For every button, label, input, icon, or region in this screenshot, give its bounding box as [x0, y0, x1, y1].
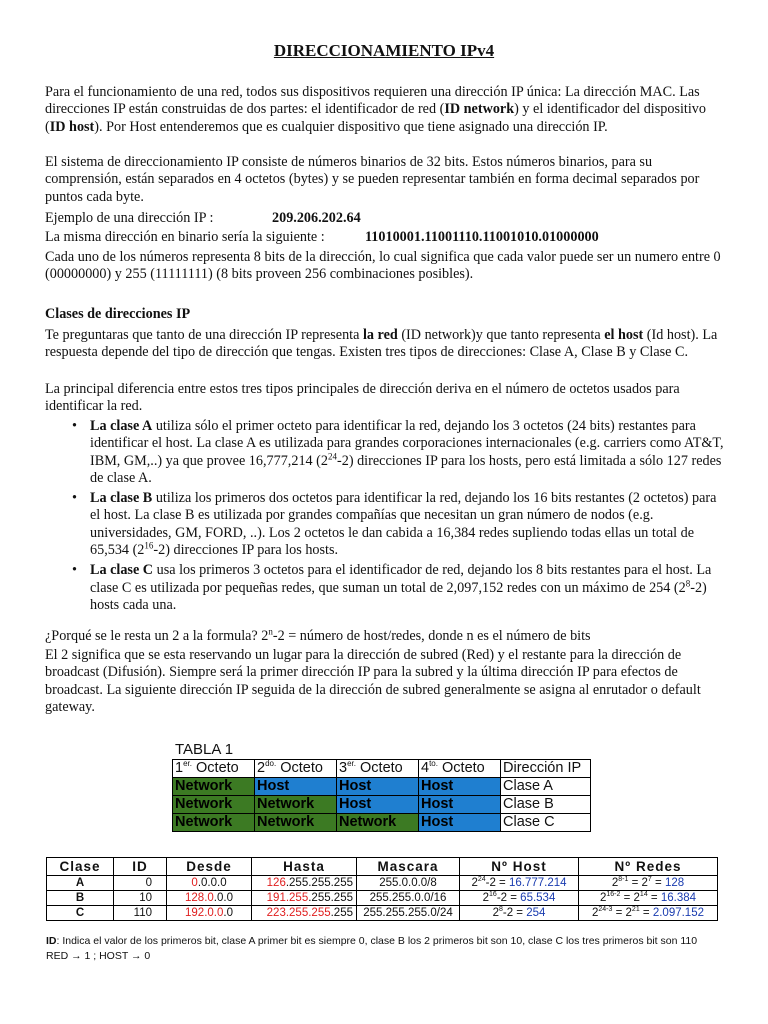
- footnote-text: : Indica el valor de los primeros bit, clase A primer bit es siempre 0, clase B los 2 primeros bit son 10, clase C los tres primeros bit son 110: [56, 935, 698, 947]
- formula-question: [45, 628, 725, 645]
- intro-text: El sistema de direccionamiento IP consiste de números binarios de 32 bits. Estos números binarios, para su comprensión, están separados en 4 octetos (bytes) y se pueden representar también en forma decimal separados por puntos cada byte.: [45, 154, 700, 205]
- class-b-text: -2) direcciones IP para los hosts.: [153, 542, 339, 559]
- table2-header-row: [47, 858, 718, 876]
- classes-text: (Id host). La respuesta depende del tipo de dirección que tengas. Existen tres tipos de direcciones: Clase A, Clase B y Clase C.: [45, 327, 718, 361]
- classes-text: Te preguntaras que tanto de una dirección IP representa: [45, 327, 363, 343]
- intro-text: ). Por Host entenderemos que es cualquier dispositivo que tiene asignado una dirección IP.: [94, 118, 608, 135]
- footnote-label: ID: [46, 935, 57, 947]
- desde-cell: 128.0.0.0: [167, 891, 252, 906]
- mascara-cell: 255.255.0.0/16: [357, 891, 460, 906]
- clase-cell: B: [47, 891, 114, 906]
- class-c-label: La clase C: [90, 562, 154, 579]
- classes-heading: Clases de direcciones IP: [45, 306, 191, 322]
- example-label: Ejemplo de una dirección IP :: [45, 210, 214, 226]
- class-a-text: utiliza sólo el primer octeto para identificar la red, dejando los 3 octetos (24 bits) restantes para identificar el host. La clase A es utilizada para grandes corporaciones internacionales (e.g. carriers como AT&T, IBM, GM,..) ya que provee 16,777,214 (2: [90, 418, 724, 469]
- intro-paragraph-1: [45, 84, 725, 136]
- mascara-cell: 255.255.255.0/24: [357, 906, 460, 921]
- network-cell: Network: [255, 796, 337, 814]
- network-cell: Network: [255, 814, 337, 832]
- num-redes-cell: $2^{8-1} = 2^7 = 128$: [579, 876, 718, 891]
- classes-paragraph-1: [45, 327, 725, 362]
- class-b-label: La clase B: [90, 490, 153, 507]
- hasta-cell: 191.255.255.255: [252, 891, 357, 906]
- network-cell: Network: [173, 778, 255, 796]
- num-redes-cell: $2^{24-3} = 2^{21} = 2.097.152$: [579, 906, 718, 921]
- class-a-label: La clase A: [90, 418, 153, 434]
- network-cell: Network: [173, 796, 255, 814]
- class-cell: Clase A: [501, 778, 591, 796]
- intro-paragraph-3: [45, 249, 725, 284]
- footnote: [46, 934, 726, 963]
- bullet-icon: •: [72, 418, 77, 434]
- hasta-cell: 223.255.255.255: [252, 906, 357, 921]
- footnote-line2: RED → 1 ; HOST → 0: [46, 949, 151, 962]
- desde-cell: 192.0.0.0: [167, 906, 252, 921]
- table1-header-cell: $4^{to.}$ Octeto: [419, 760, 501, 778]
- host-cell: Host: [419, 814, 501, 832]
- table1-header-cell: $2^{do.}$ Octeto: [255, 760, 337, 778]
- page-title: DIRECCIONAMIENTO IPv4: [273, 41, 495, 60]
- clase-cell: C: [47, 906, 114, 921]
- hasta-cell: 126.255.255.255: [252, 876, 357, 891]
- table-row: [173, 796, 591, 814]
- id-cell: 110: [114, 906, 167, 921]
- clase-cell: A: [47, 876, 114, 891]
- class-list: [45, 418, 725, 617]
- class-c-text: -2) hosts cada una.: [90, 579, 707, 613]
- class-b-exponent: 16: [144, 540, 154, 551]
- id-cell: 0: [114, 876, 167, 891]
- classes-paragraph-2: [45, 381, 725, 416]
- table2: [46, 857, 718, 921]
- list-item-class-a: [45, 418, 725, 487]
- table-row: [173, 778, 591, 796]
- table-row: [47, 906, 718, 921]
- example-ip-value: 209.206.202.64: [272, 210, 361, 226]
- list-item-class-c: [45, 562, 725, 614]
- classes-text: La principal diferencia entre estos tres tipos principales de dirección deriva en el número de octetos usados para identificar la red.: [45, 381, 680, 415]
- network-cell: Network: [173, 814, 255, 832]
- num-host-cell: $2^{24}-2 = 16.777.214$: [460, 876, 579, 891]
- bullet-icon: •: [72, 562, 77, 579]
- host-cell: Host: [255, 778, 337, 796]
- host-cell: Host: [419, 778, 501, 796]
- num-host-cell: $2^8-2 = 254$: [460, 906, 579, 921]
- host-cell: Host: [419, 796, 501, 814]
- table1: [172, 759, 591, 832]
- class-c-exponent: 8: [685, 577, 691, 588]
- question-exponent: n: [268, 626, 273, 637]
- header-clase: Clase: [47, 858, 114, 876]
- table1-header-cell: $3^{er.}$ Octeto: [337, 760, 419, 778]
- class-cell: Clase B: [501, 796, 591, 814]
- header-id: ID: [114, 858, 167, 876]
- id-network-term: ID network: [444, 101, 515, 118]
- intro-paragraph-2: [45, 154, 725, 206]
- table1-header-cell: Dirección IP: [501, 760, 591, 778]
- header-num-host: Nº Host: [460, 858, 579, 876]
- id-cell: 10: [114, 891, 167, 906]
- classes-text: (ID network)y que tanto representa: [397, 327, 605, 343]
- question-text: ¿Porqué se le resta un 2 a la formula? 2: [45, 628, 269, 644]
- class-cell: Clase C: [501, 814, 591, 832]
- table-row: [173, 814, 591, 832]
- header-hasta: Hasta: [252, 858, 357, 876]
- class-a-exponent: 24: [328, 450, 337, 461]
- class-c-text: usa los primeros 3 octetos para el identificador de red, dejando los 8 bits restantes para el host. La clase C es utilizada por pequeñas redes, que suman un total de 2,097,152 redes con un máximo de 254 (2: [90, 562, 712, 596]
- table1-header-cell: $1^{er.}$ Octeto: [173, 760, 255, 778]
- mascara-cell: 255.0.0.0/8: [357, 876, 460, 891]
- host-cell: Host: [337, 796, 419, 814]
- la-red-term: la red: [362, 327, 398, 343]
- table1-caption: TABLA 1: [175, 741, 234, 758]
- header-num-redes: Nº Redes: [579, 858, 718, 876]
- class-a-text: -2) direcciones IP para los hosts, pero está limitada a sólo 127 redes de clase A.: [90, 452, 722, 486]
- num-redes-cell: $2^{16-2} = 2^{14} = 16.384$: [579, 891, 718, 906]
- header-mascara: Mascara: [357, 858, 460, 876]
- table1-header-row: [173, 760, 591, 778]
- binary-label: La misma dirección en binario sería la siguiente :: [45, 229, 325, 245]
- intro-text: Para el funcionamiento de una red, todos sus dispositivos requieren una dirección IP única: La dirección MAC. Las direcciones IP están construidas de dos partes: el identificador de red (: [45, 84, 700, 118]
- list-item-class-b: [45, 490, 725, 559]
- intro-text: ) y el identificador del dispositivo (: [45, 101, 706, 135]
- binary-ip-value: 11010001.11001110.11001010.01000000: [365, 229, 599, 245]
- classes-text: El 2 significa que se esta reservando un lugar para la dirección de subred (Red) y el restante para la dirección de broadcast (Difusión). Siempre será la primer dirección IP para la subred y la última dirección IP para efectos de broadcast. La siguiente dirección IP seguida de la dirección de subred generalmente se asigna al enrutador o default gateway.: [45, 647, 701, 715]
- intro-text: Cada uno de los números representa 8 bits de la dirección, lo cual significa que cada valor puede ser un numero entre 0 (00000000) y 255 (11111111) (8 bits proveen 256 combinaciones posibles).: [45, 249, 721, 283]
- host-cell: Host: [337, 778, 419, 796]
- id-host-term: ID host: [49, 118, 95, 135]
- el-host-term: el host: [604, 327, 644, 343]
- num-host-cell: $2^{16}-2 = 65.534$: [460, 891, 579, 906]
- desde-cell: 0.0.0.0: [167, 876, 252, 891]
- header-desde: Desde: [167, 858, 252, 876]
- classes-paragraph-3: [45, 647, 725, 716]
- network-cell: Network: [337, 814, 419, 832]
- question-text: -2 = número de host/redes, donde n es el número de bits: [272, 628, 591, 644]
- table-row: [47, 876, 718, 891]
- class-b-text: utiliza los primeros dos octetos para identificar la red, dejando los 16 bits restantes (2 octetos) para el host. La clase B es utilizada por grandes compañías que necesitan un gran número de nodos (e.g. universidades, GM, FORD, ..). Los 2 octetos le dan cabida a 16,384 redes supliendo todas ellas un total de 65,534 (2: [90, 490, 717, 559]
- bullet-icon: •: [72, 490, 77, 507]
- table-row: [47, 891, 718, 906]
